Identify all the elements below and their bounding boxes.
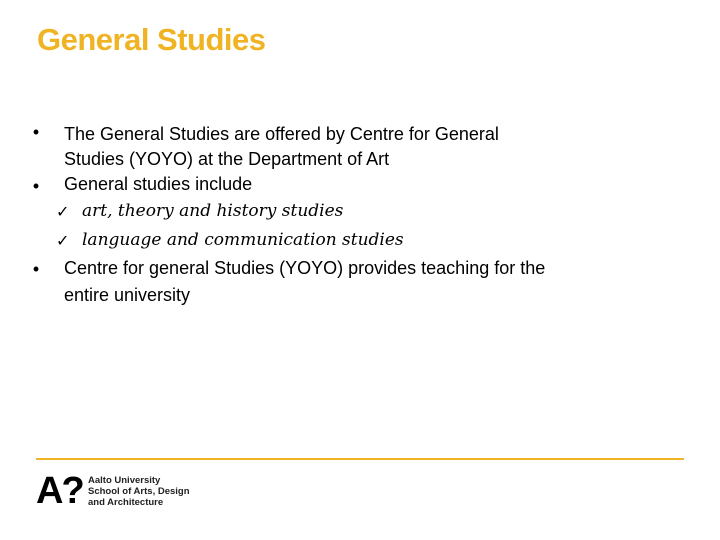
bullet-text: Centre for general Studies (YOYO) provides teaching for the [64,258,546,278]
bullet-text: Studies (YOYO) at the Department of Art [64,149,390,169]
checkmark-icon: ✓ [56,231,70,250]
slide-title: General Studies [37,22,266,57]
sub-item [30,226,690,255]
bullet-list [30,120,690,309]
sub-item [30,197,690,226]
logo-line: School of Arts, Design [88,486,190,497]
sub-list-wrapper [30,197,690,255]
bullet-marker: • [32,259,40,279]
logo-line: Aalto University [88,475,161,486]
bullet-marker: • [32,176,40,196]
bullet-text: entire university [64,285,191,305]
sub-list [30,197,690,255]
university-name [88,475,190,508]
sub-item-text: language and communication studies [82,230,404,250]
footer-divider [36,458,684,460]
bullet-item [30,120,690,172]
logo-line: and Architecture [88,497,164,508]
bullet-item [30,172,690,197]
checkmark-icon: ✓ [56,202,70,221]
bullet-text: The General Studies are offered by Centre for General [64,124,499,144]
bullet-item [30,255,690,309]
aalto-logo-icon: A? [36,470,83,512]
sub-item-text: art, theory and history studies [82,201,344,221]
bullet-text: General studies include [64,174,253,194]
bullet-marker: • [32,122,40,142]
